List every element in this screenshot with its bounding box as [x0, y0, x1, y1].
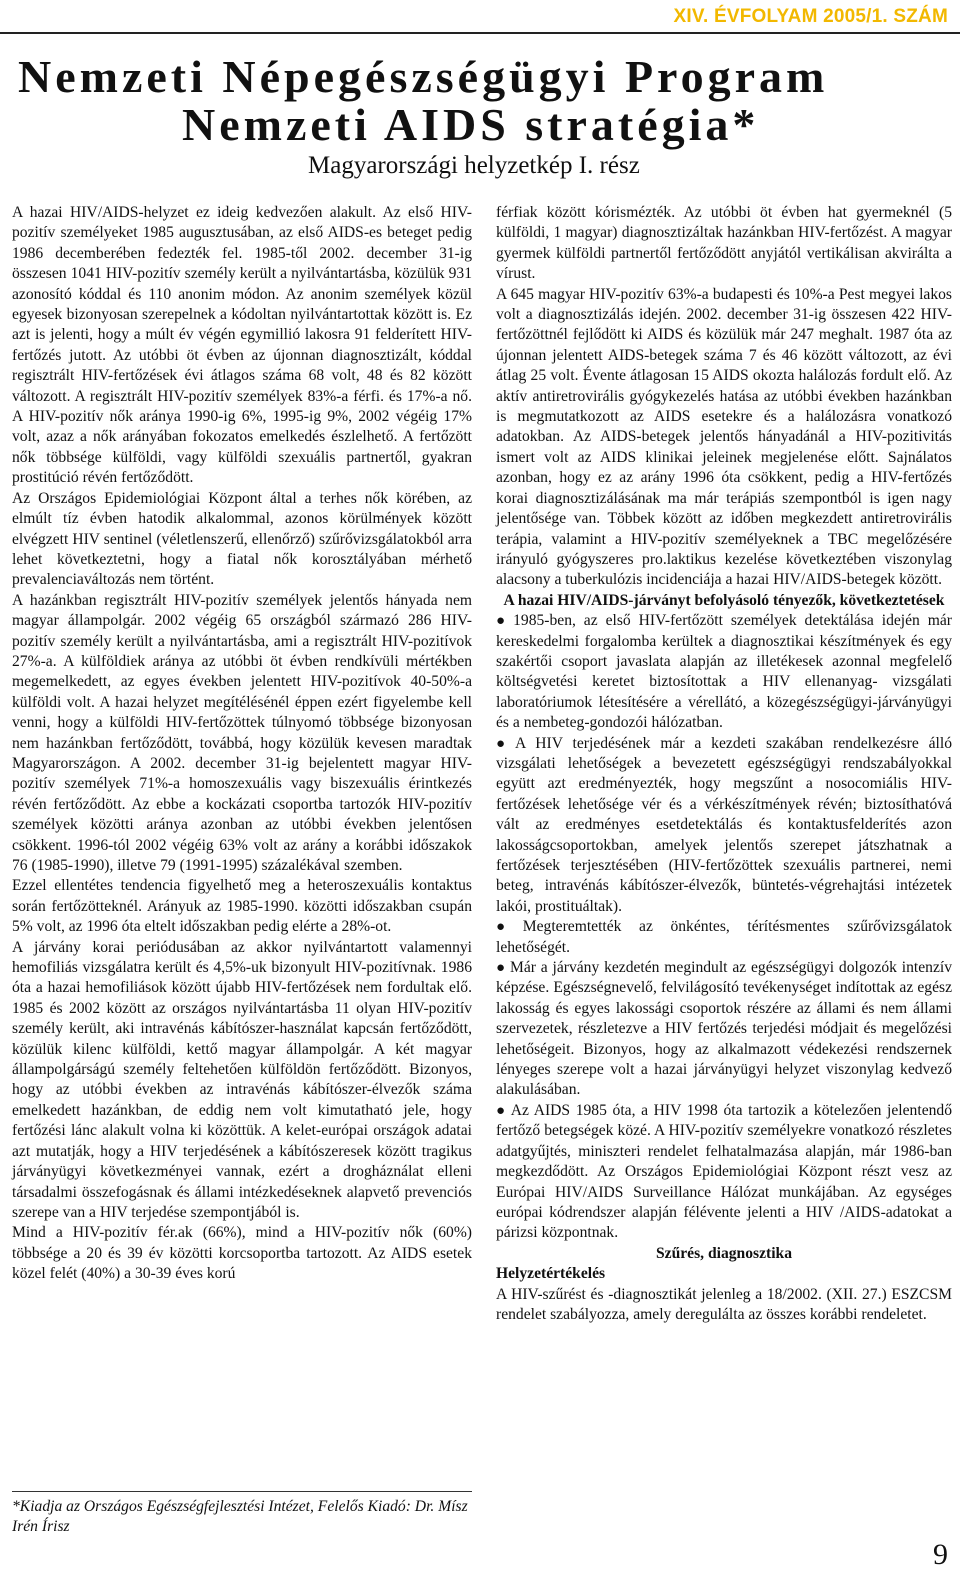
paragraph: A HIV-szűrést és -diagnosztikát jelenleg a 18/2002. (XII. 27.) ESZCSM rendelet szabályozza, amely deregulálta az összes korábbi rendeletet.	[496, 1285, 952, 1323]
title-line-2: Nemzeti AIDS stratégia*	[182, 99, 760, 150]
right-column	[496, 203, 952, 1325]
subsection-heading: Helyzetértékelés	[496, 1265, 606, 1283]
left-column	[12, 203, 472, 1285]
title-line-1: Nemzeti Népegészségügyi Program	[18, 51, 829, 102]
subtitle: Magyarországi helyzetkép I. rész	[308, 152, 640, 179]
paragraph: Az Országos Epidemiológiai Központ által a terhes nők körében, az elmúlt tíz évben hatodik alkalommal, azonos körülmények között elvégzett HIV sentinel (véletlenszerű, ellenőrző) szűrővizsgálatokból arra lehet következtetni, hogy a fiatal nők korosztályában mérhető prevalenciaváltozás nem történt.	[12, 489, 472, 589]
bullet-text: 1985-ben, az első HIV-fertőzött személyek detektálása idején már kereskedelmi forgalomba kerültek a diagnosztikai készítmények és egy szakértői csoport javaslata alapján az illetékesek azonnal megfelelő költségvetési keretet biztosítottak a HIV ellenanyag- vizsgálati laboratóriumok létesítésére a vérellátó, a közegészségügyi-járványügyi és a nembeteg-gondozói hálózatban.	[496, 612, 953, 732]
paragraph: A hazánkban regisztrált HIV-pozitív személyek jelentős hányada nem magyar állampolgár. 2002 végéig 65 országból származó 286 HIV-pozitív személy került a nyilvántartásba, ami a regisztrált HIV-pozitívok 27%-a. A külföldiek aránya az utóbbi öt évben rendkívüli mértékben megemelkedett, az egyes években jelentett HIV-pozitívok 40-50%-a külföldi volt. A hazai helyzet megítélésénél éppen ezért figyelembe kell venni, hogy a külföldi HIV-fertőzöttek túlnyomó többsége bizonyosan nem hazánkban fertőződött, továbbá, hogy közülük kevesen maradtak Magyarországon. A 2002. december 31-ig bejelentett magyar HIV-pozitív személyek 71%-a homoszexuális vagy biszexuális érintkezés révén fertőződött. Az ebbe a kockázati csoportba tartozók HIV-pozitív személyek közötti aránya azonban az utóbbi években jelentősen csökkent. 1996-tól 2002 végéig 63% volt az arány a korábbi időszakok 76 (1985-1990), illetve 79 (1991-1995) százalékával szemben.	[12, 591, 472, 874]
paragraph: Mind a HIV-pozitív fér.ak (66%), mind a HIV-pozitív nők (60%) többsége a 20 és 39 év közötti korcsoportba tartozott. Az AIDS esetek közel felét (40%) a 30-39 éves korú	[12, 1224, 472, 1283]
bullet-text: A HIV terjedésének már a kezdeti szakában rendelkezésre álló vizsgálati lehetőségek a bevezetett egészségügyi rendszabályokkal együtt azt eredményezték, hogy megszűnt a nosocomiális HIV-fertőzések lehetősége vér és a vérkészítmények révén; biztosíthatóvá vált az eredményes esetdetektálás és kontaktusfelderítés azon lakosságcsoportokban, amelyek jelentős szerepet játszhatnak a fertőzések terjesztésében (HIV-fertőzöttek szexuális partnerei, nemi beteg, intravénás kábítószer-élvezők, büntetés-végrehajtási intézetek lakói, prostituáltak).	[496, 734, 952, 915]
bullet-item	[496, 958, 952, 1101]
bullet-icon: ●	[496, 613, 510, 630]
page-number: 9	[933, 1538, 948, 1571]
bullet-icon: ●	[496, 960, 506, 977]
paragraph: A 645 magyar HIV-pozitív 63%-a budapesti és 10%-a Pest megyei lakos volt a diagnosztizálás idején. 2002. december 31-ig összesen 422 HIV-fertőzöttnél fejlődött ki AIDS és közülük már 247 meghalt. 1987 óta az újonnan jelentett AIDS-betegek száma 7 és 46 között változott, az évi átlag 25 volt. Évente átlagosan 15 AIDS okozta halálozás fordult elő. Az aktív antiretrovirális gyógykezelés hatása az utóbbi években hazánkban is megmutatkozott az AIDS esetekre és a halálozásra vonatkozó adatokban. Az AIDS-betegek jelentős hányadánál a HIV-pozitivitás ismert volt az AIDS klinikai jeleinek megjelenése előtt. Sajnálatos azonban, hogy ez az arány 1996 óta csökkent, pedig a HIV-fertőzés korai diagnosztizálásának ma már terápiás szempontból is igen nagy jelentősége van. Többek között az időben megkezdett antiretrovirális terápia, valamint a HIV-pozitív személyeknek a TBC megelőzésére irányuló gyógyszeres pro.laktikus kezelése következtében viszonylag alacsony a tuberkulózis incidenciája a hazai HIV/AIDS-betegek között.	[496, 285, 952, 589]
issue-label: XIV. ÉVFOLYAM 2005/1. SZÁM	[673, 6, 948, 27]
bullet-icon: ●	[496, 1102, 507, 1119]
section-heading: A hazai HIV/AIDS-járványt befolyásoló tényezők, következtetések	[503, 591, 945, 609]
bullet-item	[496, 1101, 952, 1244]
paragraph: A járvány korai periódusában az akkor nyilvántartott valamennyi hemofiliás vizsgálatra került és 4,5%-uk bizonyult HIV-pozitívnak. 1986 óta a hazai hemofiliások között újabb HIV-fertőzések nem fordultak elő. 1985 és 2002 között az országos nyilvántartásba 11 olyan HIV-pozitív személy került, aki intravénás kábítószer-használat kapcsán fertőződött, közülük kilenc külföldi, kettő magyar állampolgár. A két magyar állampolgárságú személy feltehetően külföldön fertőződött. Bizonyos, hogy az utóbbi években az intravénás kábítószer-élvezők száma emelkedett hazánkban, de eddig nem volt kimutatható jele, hogy fertőzési lánc alakult volna ki közöttük. A kelet-európai országok adatai azt mutatják, hogy a HIV terjedésének a kábítószeresek között tragikus járványügyi következményei vannak, ezért a drogháználat elleni társadalmi összefogásnak és állami intézkedéseknek alapvető prevenciós szerepe van a HIV terjedése szempontjából is.	[12, 938, 472, 1221]
paragraph: A hazai HIV/AIDS-helyzet ez ideig kedvezően alakult. Az első HIV-pozitív személyeket 1985 augusztusában, az első AIDS-es beteget pedig 1986 decemberében fedezték fel. 1985-től 2002. december 31-ig összesen 1041 HIV-pozitív személy került a nyilvántartásba, közülük 931 azonosító kóddal és 110 anonim módon. Az anonim személyek közül egyesek bizonyosan szerepelnek a kódoltan nyilvántartottak között is. Ez azt is jelenti, hogy a múlt év végén egymillió lakosra 91 felderített HIV-fertőzés jutott. Az utóbbi öt évben az újonnan diagnosztizált, kóddal regisztrált HIV-fertőzések évi átlagos száma 68 volt, 48 és 82 között változott. A regisztrált HIV-pozitív személyek 83%-a férfi. és 17%-a nő. A HIV-pozitív nők aránya 1990-ig 6%, 1995-ig 9%, 2002 végéig 17% volt, azaz a nők arányában fokozatos emelkedés észlelhető. A fertőzött nők többsége külföldi, vagy külföldi szexuális partnertől, gyakran prostitúció révén fertőződött.	[12, 204, 472, 487]
bullet-text: Már a járvány kezdetén megindult az egészségügyi dolgozók intenzív képzése. Egészségnevelő, felvilágosító tevékenységet indítottak az egész lakosság és egyes lakossági csoportok részére az állami és nem állami szervezetek, részletezve a HIV fertőzés terjedési módjait és megelőzési lehetőségeit. Bizonyos, hogy az alkalmazott védekezési rendszernek lényeges szerepe volt a hazai járványügyi helyzet viszonylag kedvező alakulásában.	[496, 959, 952, 1099]
footnote-rule	[12, 1491, 472, 1492]
bullet-item	[496, 611, 952, 733]
bullet-icon: ●	[496, 735, 512, 752]
bullet-item	[496, 734, 952, 918]
bullet-item	[496, 917, 952, 958]
bullet-text: Megteremtették az önkéntes, térítésmentes szűrővizsgálatok lehetőségét.	[496, 918, 952, 956]
paragraph: Ezzel ellentétes tendencia figyelhető meg a heteroszexuális kontaktus során fertőzötteknél. Arányuk az 1985-1990. közötti időszakban csupán 5% volt, az 1996 óta eltelt időszakban pedig elérte a 28%-ot.	[12, 877, 472, 936]
bullet-icon: ●	[496, 919, 519, 936]
section-heading: Szűrés, diagnosztika	[655, 1244, 793, 1262]
bullet-text: Az AIDS 1985 óta, a HIV 1998 óta tartozik a kötelezően jelentendő fertőző betegségek közé. A HIV-pozitív személyekre vonatkozó részletes adatgyűjtés, miniszteri rendelet felhatalmazása alapján, már 1986-ban megkezdődött. Az Országos Epidemiológiai Központ részt vesz az Európai HIV/AIDS Surveillance Hálózat munkájában. Az egységes európai kódrendszer alapján félévente jelenti a HIV /AIDS-adatokat a párizsi központnak.	[496, 1101, 953, 1242]
footnote: *Kiadja az Országos Egészségfejlesztési Intézet, Felelős Kiadó: Dr. Mísz Irén Írisz	[12, 1498, 468, 1536]
paragraph: férfiak között kórismézték. Az utóbbi öt évben hat gyermeknél (5 külföldi, 1 magyar) diagnosztizáltak hazánkban HIV-fertőzést. A magyar gyermek külföldi partnertől fertőződött anyjától vertikálisan akvirálta a vírust.	[496, 204, 952, 283]
header-rule	[0, 32, 960, 34]
